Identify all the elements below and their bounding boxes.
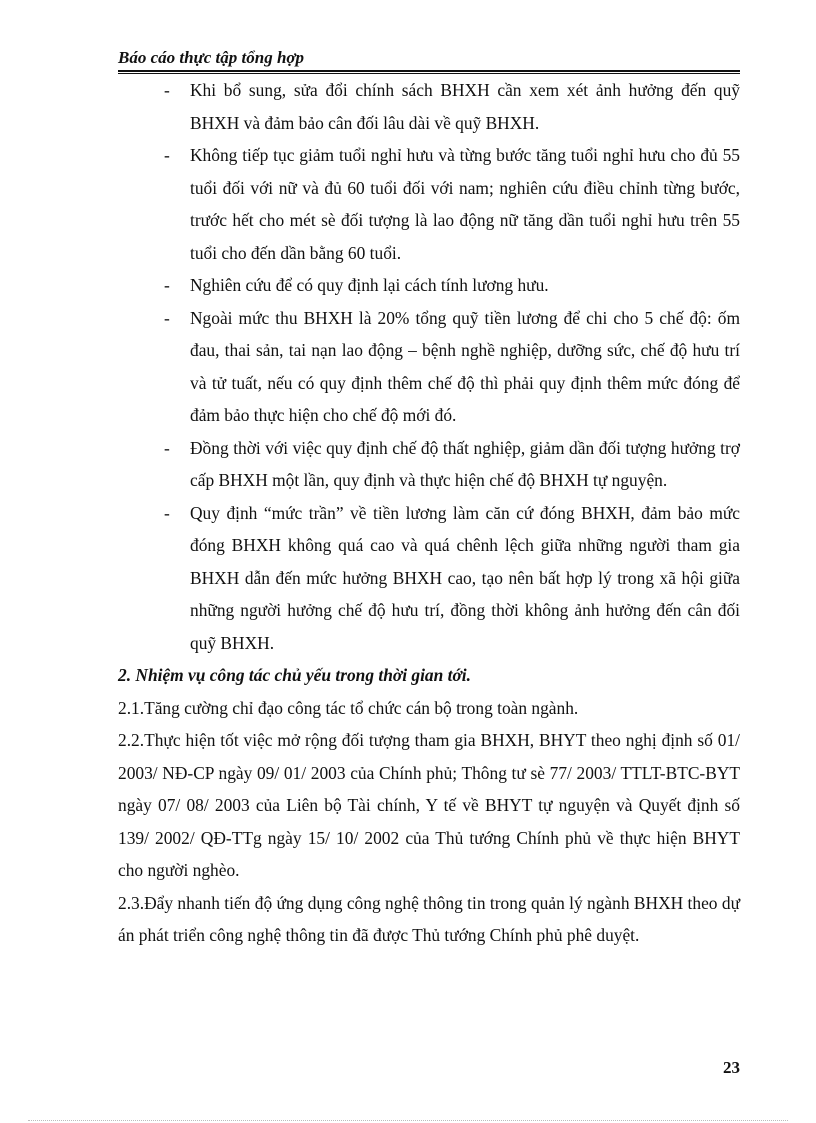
page-number: 23 bbox=[723, 1058, 740, 1077]
paragraph: 2.1.Tăng cường chỉ đạo công tác tổ chức cán bộ trong toàn ngành. bbox=[118, 697, 579, 718]
bullet-marker: - bbox=[164, 145, 170, 165]
page-body bbox=[118, 74, 740, 952]
list-item bbox=[118, 432, 740, 497]
bullet-marker: - bbox=[164, 275, 170, 295]
bullet-list bbox=[118, 74, 740, 659]
list-item-text: Đồng thời với việc quy định chế độ thất nghiệp, giảm dần đối tượng hưởng trợ cấp BHXH một lần, quy định và thực hiện chế độ BHXH tự nguyện. bbox=[190, 437, 740, 490]
list-item bbox=[118, 139, 740, 269]
bullet-marker: - bbox=[164, 80, 170, 100]
list-item bbox=[118, 302, 740, 432]
list-item-text: Khi bổ sung, sửa đổi chính sách BHXH cần xem xét ảnh hưởng đến quỹ BHXH và đảm bảo cân đối lâu dài về quỹ BHXH. bbox=[190, 80, 740, 133]
bullet-marker: - bbox=[164, 502, 170, 523]
page-bottom-dotted-rule bbox=[28, 1120, 788, 1121]
list-item-text: Ngoài mức thu BHXH là 20% tổng quỹ tiền lương để chi cho 5 chế độ: ốm đau, thai sản, tai nạn lao động – bệnh nghề nghiệp, dưỡng sức, chế độ hưu trí và tử tuất, nếu có quy định thêm chế độ thì phải quy định thêm mức đóng để đảm bảo thực hiện cho chế độ mới đó. bbox=[190, 307, 740, 425]
bullet-marker: - bbox=[164, 307, 170, 328]
list-item bbox=[118, 74, 740, 139]
bullet-marker: - bbox=[164, 437, 170, 458]
list-item bbox=[118, 497, 740, 660]
list-item bbox=[118, 269, 740, 302]
paragraph: 2.2.Thực hiện tốt việc mở rộng đối tượng tham gia BHXH, BHYT theo nghị định số 01/ 2003/ NĐ-CP ngày 09/ 01/ 2003 của Chính phủ; Thông tư sè 77/ 2003/ TTLT-BTC-BYT ngày 07/ 08/ 2003 của Liên bộ Tài chính, Y tế về BHYT tự nguyện và Quyết định số 139/ 2002/ QĐ-TTg ngày 15/ 10/ 2002 của Thủ tướng Chính phủ về thực hiện BHYT cho người nghèo. bbox=[118, 730, 740, 880]
section-heading: 2. Nhiệm vụ công tác chủ yếu trong thời gian tới. bbox=[118, 665, 471, 685]
list-item-text: Quy định “mức trần” về tiền lương làm căn cứ đóng BHXH, đảm bảo mức đóng BHXH không quá cao và quá chênh lệch giữa những người tham gia BHXH dẫn đến mức hưởng BHXH cao, tạo nên bất hợp lý trong xã hội giữa những người hưởng chế độ hưu trí, đồng thời không ảnh hưởng đến cân đối quỹ BHXH. bbox=[190, 502, 740, 653]
list-item-text: Không tiếp tục giảm tuổi nghỉ hưu và từng bước tăng tuổi nghỉ hưu cho đủ 55 tuổi đối với nữ và đủ 60 tuổi đối với nam; nghiên cứu điều chỉnh từng bước, trước hết cho mét sè đối tượng là lao động nữ tăng dần tuổi nghỉ hưu trên 55 tuổi cho đến dần bằng 60 tuổi. bbox=[190, 145, 740, 263]
running-header: Báo cáo thực tập tổng hợp bbox=[118, 48, 305, 67]
list-item-text: Nghiên cứu để có quy định lại cách tính lương hưu. bbox=[190, 275, 549, 295]
paragraph: 2.3.Đẩy nhanh tiến độ ứng dụng công nghệ thông tin trong quản lý ngành BHXH theo dự án phát triển công nghệ thông tin đã được Thủ tướng Chính phủ phê duyệt. bbox=[118, 892, 740, 945]
